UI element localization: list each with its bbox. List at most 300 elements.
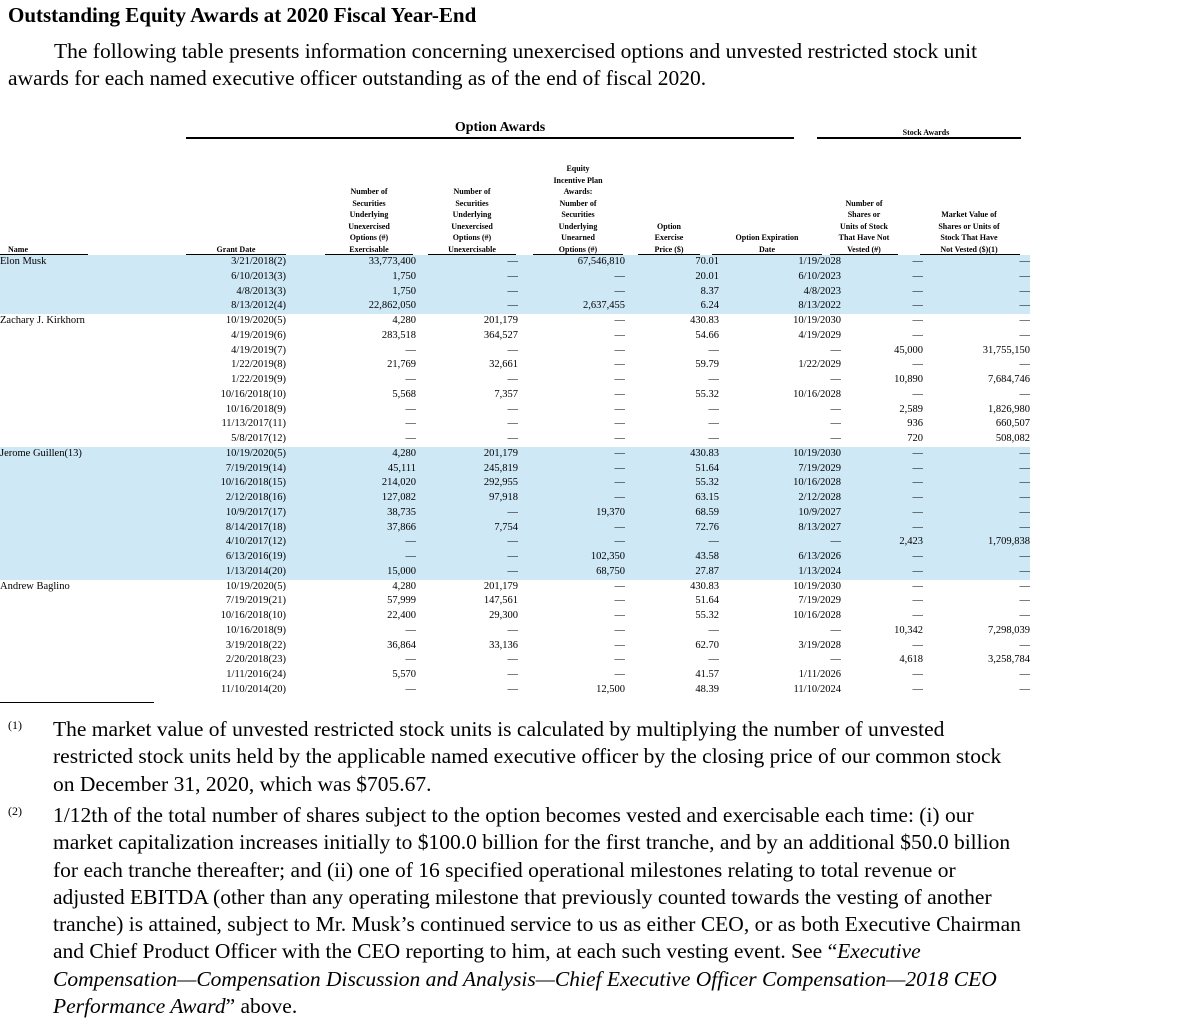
exercise-price-value: 8.37 xyxy=(625,285,719,300)
shares-not-vested-value: 45,000 xyxy=(894,344,923,356)
unexercisable-value: 201,179 xyxy=(483,315,518,326)
row-name xyxy=(0,491,186,506)
row-name: Elon Musk xyxy=(0,255,186,270)
exercisable-value: 5,570 xyxy=(392,669,416,680)
market-value-value: 1,826,980 xyxy=(988,403,1030,415)
footnote-text-lead: 1/12th of the total number of shares subject to the option becomes vested and exercisable each time: (i) our market capitalization increases initially to $100.0 billion for the first tranche, and by an additional $50.0 billion for each tranche thereafter; and (ii) one of 16 specified operational milestones relating to total revenue or adjusted EBITDA (other than any operating milestone that previously counted towards the vesting of another tranche) is attained, subject to Mr. Musk’s continued service to us as either CEO, or as both Executive Chairman and Chief Product Officer with the CEO reporting to him, at each such vesting event. See “ xyxy=(53,803,1021,964)
col-header-equity-incentive: Equity Incentive Plan Awards: Number of Securities Underlying Unearned Options (#) xyxy=(553,164,603,254)
grant-date: 5/8/2017(12) xyxy=(231,433,286,444)
shares-not-vested-value: — xyxy=(841,255,923,270)
grant-date: 10/16/2018(10) xyxy=(220,388,286,400)
equity-incentive-value: 68,750 xyxy=(518,565,625,580)
market-value-value: 1,709,838 xyxy=(923,535,1030,550)
market-value-value: — xyxy=(923,506,1030,521)
equity-incentive-value: 102,350 xyxy=(518,550,625,565)
grant-date: 6/13/2016(19) xyxy=(186,550,286,565)
unexercisable-value: — xyxy=(416,285,518,300)
table-row xyxy=(0,432,1030,447)
exercisable-value: 283,518 xyxy=(381,329,416,341)
expiration-date-value: 1/11/2026 xyxy=(798,669,841,680)
exercise-price-value: 27.87 xyxy=(625,565,719,580)
shares-not-vested-value: — xyxy=(841,285,923,300)
expiration-date-value: 7/19/2029 xyxy=(719,462,841,477)
unexercisable-value: 147,561 xyxy=(483,595,518,607)
row-name xyxy=(0,535,186,550)
table-row xyxy=(0,285,1030,300)
exercise-price-value: — xyxy=(708,624,719,636)
grant-date: 11/10/2014(20) xyxy=(221,683,286,695)
exercisable-value: 127,082 xyxy=(286,491,416,506)
table-row xyxy=(0,639,1030,654)
grant-date: 2/12/2018(16) xyxy=(186,491,286,506)
grant-date: 10/16/2018(9) xyxy=(225,403,286,415)
expiration-date-value: 10/9/2027 xyxy=(719,506,841,521)
table-row xyxy=(0,476,1030,491)
expiration-date-value: 10/16/2028 xyxy=(793,388,841,400)
grant-date: 3/21/2018(2) xyxy=(186,255,286,270)
row-name xyxy=(0,388,186,403)
footnote-text-italic: Executive Compensation—Compensation Discussion and Analysis—Chief Executive Officer Compensation—2018 CEO Performance Award xyxy=(53,939,997,1019)
table-row xyxy=(0,506,1030,521)
col-header-shares-not-vested: Number of Shares or Units of Stock That Have Not Vested (#) xyxy=(838,198,890,254)
market-value-value: — xyxy=(923,521,1030,536)
grant-date: 3/19/2018(22) xyxy=(225,639,286,651)
grant-date: 11/13/2017(11) xyxy=(221,418,286,430)
equity-incentive-value: — xyxy=(614,624,625,636)
market-value-value: — xyxy=(1019,315,1030,326)
exercise-price-value: 48.39 xyxy=(695,683,719,695)
exercisable-value: — xyxy=(286,535,416,550)
equity-incentive-value: — xyxy=(614,359,625,371)
market-value-value: 31,755,150 xyxy=(982,344,1030,356)
exercise-price-value: 430.83 xyxy=(625,447,719,462)
grant-date: 4/10/2017(12) xyxy=(186,535,286,550)
expiration-date-value: 8/13/2027 xyxy=(719,521,841,536)
stock-awards-group-header: Stock Awards xyxy=(902,128,950,137)
table-row xyxy=(0,447,1030,462)
table-row xyxy=(0,653,1030,668)
exercise-price-value: 55.32 xyxy=(625,476,719,491)
expiration-date-value: 1/22/2029 xyxy=(798,359,841,371)
table-row xyxy=(0,417,1030,432)
unexercisable-value: 364,527 xyxy=(483,329,518,341)
exercise-price-value: 72.76 xyxy=(625,521,719,536)
shares-not-vested-value: — xyxy=(841,462,923,477)
equity-incentive-value: 2,637,455 xyxy=(518,299,625,314)
unexercisable-value: — xyxy=(416,255,518,270)
unexercisable-value: — xyxy=(507,403,518,415)
shares-not-vested-value: — xyxy=(841,506,923,521)
market-value-value: 7,684,746 xyxy=(988,374,1030,385)
unexercisable-value: — xyxy=(507,683,518,695)
col-header-expiration-date: Option Expiration Date xyxy=(735,233,799,254)
equity-incentive-value: — xyxy=(518,476,625,491)
footnote-separator xyxy=(0,702,154,703)
shares-not-vested-value: — xyxy=(841,299,923,314)
expiration-date-value: 10/16/2028 xyxy=(719,476,841,491)
equity-incentive-value: — xyxy=(518,285,625,300)
footnote-marker: (1) xyxy=(8,718,22,732)
market-value-value: — xyxy=(923,299,1030,314)
row-name xyxy=(0,521,186,536)
exercisable-value: — xyxy=(405,654,416,666)
outstanding-equity-awards-table xyxy=(0,255,1030,698)
unexercisable-value: — xyxy=(507,344,518,356)
equity-incentive-value: — xyxy=(614,610,625,621)
table-row xyxy=(0,255,1030,270)
market-value-value: — xyxy=(923,565,1030,580)
exercise-price-value: — xyxy=(708,418,719,430)
shares-not-vested-value: — xyxy=(912,580,923,592)
unexercisable-value: — xyxy=(507,654,518,666)
shares-not-vested-value: — xyxy=(841,565,923,580)
expiration-date-value: 4/8/2023 xyxy=(719,285,841,300)
unexercisable-value: — xyxy=(416,565,518,580)
equity-incentive-value: — xyxy=(614,580,625,592)
col-header-exercisable: Number of Securities Underlying Unexercised Options (#) Exercisable xyxy=(348,187,390,254)
unexercisable-value: — xyxy=(507,374,518,385)
exercise-price-value: 55.32 xyxy=(695,610,719,621)
row-name xyxy=(0,358,186,373)
table-row xyxy=(0,594,1030,609)
col-header-grant-date: Grant Date xyxy=(216,245,256,254)
equity-incentive-value: — xyxy=(614,329,625,341)
grant-date: 1/22/2019(9) xyxy=(231,374,286,385)
shares-not-vested-value: 10,890 xyxy=(894,374,923,385)
expiration-date-value: — xyxy=(830,624,841,636)
expiration-date-value: 11/10/2024 xyxy=(793,683,841,695)
exercisable-value: 37,866 xyxy=(286,521,416,536)
row-name xyxy=(0,683,186,698)
exercise-price-value: 51.64 xyxy=(625,462,719,477)
expiration-date-value: — xyxy=(830,344,841,356)
equity-incentive-value: — xyxy=(614,315,625,326)
unexercisable-value: 29,300 xyxy=(489,610,518,621)
shares-not-vested-value: — xyxy=(912,329,923,341)
unexercisable-value: 33,136 xyxy=(489,639,518,651)
unexercisable-value: — xyxy=(507,418,518,430)
exercise-price-value: 59.79 xyxy=(695,359,719,371)
footnote-text xyxy=(53,802,1028,1020)
exercisable-value: — xyxy=(405,418,416,430)
grant-date: 4/19/2019(7) xyxy=(231,344,286,356)
grant-date: 1/13/2014(20) xyxy=(186,565,286,580)
equity-incentive-value: — xyxy=(518,270,625,285)
row-name xyxy=(0,550,186,565)
exercisable-value: 45,111 xyxy=(286,462,416,477)
market-value-value: — xyxy=(1019,595,1030,607)
exercisable-value: 57,999 xyxy=(387,595,416,607)
market-value-value: 660,507 xyxy=(995,418,1030,430)
table-row xyxy=(0,668,1030,683)
exercisable-value: 33,773,400 xyxy=(286,255,416,270)
grant-date: 4/8/2013(3) xyxy=(186,285,286,300)
exercisable-value: 5,568 xyxy=(392,388,416,400)
equity-incentive-value: — xyxy=(614,669,625,680)
grant-date: 6/10/2013(3) xyxy=(186,270,286,285)
unexercisable-value: 7,357 xyxy=(494,388,518,400)
row-name xyxy=(0,285,186,300)
shares-not-vested-value: 2,589 xyxy=(899,403,923,415)
shares-not-vested-value: — xyxy=(841,521,923,536)
equity-incentive-value: — xyxy=(614,344,625,356)
exercisable-value: 214,020 xyxy=(286,476,416,491)
equity-incentive-value: — xyxy=(614,403,625,415)
expiration-date-value: — xyxy=(830,433,841,444)
row-name xyxy=(0,344,186,359)
expiration-date-value: 3/19/2028 xyxy=(798,639,841,651)
shares-not-vested-value: — xyxy=(912,610,923,621)
table-row xyxy=(0,358,1030,373)
footnote-text-tail: ” above. xyxy=(225,994,298,1019)
market-value-value: — xyxy=(1019,580,1030,592)
shares-not-vested-value: — xyxy=(912,315,923,326)
table-row xyxy=(0,609,1030,624)
market-value-value: — xyxy=(923,462,1030,477)
expiration-date-value: 10/19/2030 xyxy=(793,315,841,326)
exercise-price-value: — xyxy=(708,344,719,356)
unexercisable-value: 201,179 xyxy=(416,447,518,462)
grant-date: 10/16/2018(10) xyxy=(220,610,286,621)
equity-incentive-value: 19,370 xyxy=(518,506,625,521)
expiration-date-value: — xyxy=(830,654,841,666)
shares-not-vested-value: — xyxy=(841,447,923,462)
table-row xyxy=(0,521,1030,536)
exercise-price-value: 51.64 xyxy=(695,595,719,607)
exercisable-value: 4,280 xyxy=(392,315,416,326)
equity-incentive-value: — xyxy=(614,639,625,651)
unexercisable-value: — xyxy=(507,624,518,636)
exercise-price-value: 430.83 xyxy=(690,315,719,326)
exercisable-value: 1,750 xyxy=(286,285,416,300)
table-row xyxy=(0,550,1030,565)
table-row xyxy=(0,580,1030,595)
expiration-date-value: 10/19/2030 xyxy=(719,447,841,462)
table-row xyxy=(0,683,1030,698)
exercisable-value: — xyxy=(405,344,416,356)
equity-incentive-value: — xyxy=(518,535,625,550)
exercisable-value: 22,862,050 xyxy=(286,299,416,314)
expiration-date-value: 4/19/2029 xyxy=(798,329,841,341)
table-row xyxy=(0,491,1030,506)
row-name xyxy=(0,594,186,609)
col-header-unexercisable: Number of Securities Underlying Unexercised Options (#) Unexercisable xyxy=(448,187,496,254)
row-name xyxy=(0,432,186,447)
market-value-value: — xyxy=(923,255,1030,270)
exercise-price-value: 54.66 xyxy=(695,329,719,341)
shares-not-vested-value: — xyxy=(841,491,923,506)
grant-date: 10/9/2017(17) xyxy=(186,506,286,521)
row-name xyxy=(0,506,186,521)
unexercisable-value: 32,661 xyxy=(489,359,518,371)
grant-date: 8/13/2012(4) xyxy=(186,299,286,314)
exercisable-value: 36,864 xyxy=(387,639,416,651)
expiration-date-value: 10/19/2030 xyxy=(793,580,841,592)
unexercisable-value: 292,955 xyxy=(416,476,518,491)
row-name xyxy=(0,373,186,388)
equity-incentive-value: 67,546,810 xyxy=(518,255,625,270)
exercise-price-value: 70.01 xyxy=(625,255,719,270)
footnote-marker: (2) xyxy=(8,804,22,818)
table-row xyxy=(0,462,1030,477)
equity-incentive-value: — xyxy=(614,433,625,444)
exercise-price-value: — xyxy=(708,654,719,666)
shares-not-vested-value: — xyxy=(912,683,923,695)
col-header-name: Name xyxy=(8,245,28,254)
table-row xyxy=(0,299,1030,314)
table-row xyxy=(0,329,1030,344)
equity-incentive-value: — xyxy=(614,388,625,400)
expiration-date-value: 10/16/2028 xyxy=(793,610,841,621)
market-value-value: — xyxy=(923,476,1030,491)
market-value-value: — xyxy=(1019,388,1030,400)
row-name xyxy=(0,624,186,639)
grant-date: 2/20/2018(23) xyxy=(225,654,286,666)
expiration-date-value: 1/19/2028 xyxy=(719,255,841,270)
option-awards-group-header: Option Awards xyxy=(454,120,546,135)
row-name xyxy=(0,639,186,654)
expiration-date-value: 6/10/2023 xyxy=(719,270,841,285)
expiration-date-value: — xyxy=(830,403,841,415)
equity-incentive-value: — xyxy=(614,654,625,666)
shares-not-vested-value: 720 xyxy=(907,433,923,444)
row-name xyxy=(0,653,186,668)
exercisable-value: 38,735 xyxy=(286,506,416,521)
equity-incentive-value: — xyxy=(614,374,625,385)
equity-incentive-value: — xyxy=(518,462,625,477)
row-name xyxy=(0,462,186,477)
market-value-value: — xyxy=(923,447,1030,462)
exercise-price-value: — xyxy=(708,374,719,385)
equity-incentive-value: — xyxy=(518,491,625,506)
row-name xyxy=(0,609,186,624)
exercisable-value: 4,280 xyxy=(392,580,416,592)
market-value-value: — xyxy=(923,285,1030,300)
market-value-value: — xyxy=(923,270,1030,285)
table-row xyxy=(0,403,1030,418)
exercise-price-value: — xyxy=(625,535,719,550)
table-row xyxy=(0,565,1030,580)
market-value-value: — xyxy=(1019,669,1030,680)
expiration-date-value: 1/13/2024 xyxy=(719,565,841,580)
exercise-price-value: — xyxy=(708,433,719,444)
grant-date: 10/19/2020(5) xyxy=(225,580,286,592)
exercisable-value: — xyxy=(405,403,416,415)
equity-incentive-value: — xyxy=(518,521,625,536)
shares-not-vested-value: — xyxy=(841,476,923,491)
shares-not-vested-value: — xyxy=(912,669,923,680)
market-value-value: 7,298,039 xyxy=(988,624,1030,636)
col-header-market-value: Market Value of Shares or Units of Stock That Have Not Vested ($)(1) xyxy=(938,210,1000,254)
exercisable-value: 15,000 xyxy=(286,565,416,580)
unexercisable-value: 245,819 xyxy=(416,462,518,477)
row-name xyxy=(0,668,186,683)
expiration-date-value: 6/13/2026 xyxy=(719,550,841,565)
expiration-date-value: 2/12/2028 xyxy=(719,491,841,506)
unexercisable-value: — xyxy=(416,270,518,285)
section-heading: Outstanding Equity Awards at 2020 Fiscal Year-End xyxy=(8,3,477,27)
shares-not-vested-value: — xyxy=(912,639,923,651)
table-row xyxy=(0,270,1030,285)
col-header-exercise-price: Option Exercise Price ($) xyxy=(654,221,684,254)
exercise-price-value: 43.58 xyxy=(625,550,719,565)
market-value-value: — xyxy=(1019,359,1030,371)
table-row xyxy=(0,314,1030,329)
exercisable-value: — xyxy=(405,433,416,444)
row-name: Jerome Guillen(13) xyxy=(0,447,186,462)
market-value-value: — xyxy=(1019,329,1030,341)
shares-not-vested-value: 2,423 xyxy=(841,535,923,550)
exercisable-value: — xyxy=(286,550,416,565)
stock-awards-rule xyxy=(817,137,1021,139)
table-row xyxy=(0,535,1030,550)
exercise-price-value: 6.24 xyxy=(625,299,719,314)
shares-not-vested-value: 4,618 xyxy=(899,654,923,666)
option-awards-rule xyxy=(186,137,794,139)
market-value-value: — xyxy=(923,491,1030,506)
shares-not-vested-value: 936 xyxy=(907,418,923,430)
table-row xyxy=(0,624,1030,639)
exercise-price-value: — xyxy=(708,403,719,415)
shares-not-vested-value: — xyxy=(841,270,923,285)
market-value-value: — xyxy=(923,550,1030,565)
grant-date: 1/11/2016(24) xyxy=(226,669,286,680)
exercise-price-value: 55.32 xyxy=(695,388,719,400)
row-name xyxy=(0,565,186,580)
shares-not-vested-value: 10,342 xyxy=(894,624,923,636)
exercise-price-value: 430.83 xyxy=(690,580,719,592)
grant-date: 4/19/2019(6) xyxy=(231,329,286,341)
grant-date: 1/22/2019(8) xyxy=(231,359,286,371)
market-value-value: 508,082 xyxy=(995,433,1030,444)
exercise-price-value: 41.57 xyxy=(695,669,719,680)
exercise-price-value: 63.15 xyxy=(625,491,719,506)
equity-incentive-value: — xyxy=(518,447,625,462)
row-name xyxy=(0,403,186,418)
expiration-date-value: — xyxy=(830,374,841,385)
row-name xyxy=(0,417,186,432)
expiration-date-value: — xyxy=(719,535,841,550)
unexercisable-value: — xyxy=(507,433,518,444)
market-value-value: — xyxy=(1019,639,1030,651)
row-name xyxy=(0,270,186,285)
intro-paragraph: The following table presents information concerning unexercised options and unvested restricted stock unit awards for each named executive officer outstanding as of the end of fiscal 2020. xyxy=(8,39,978,90)
expiration-date-value: — xyxy=(830,418,841,430)
unexercisable-value: — xyxy=(416,506,518,521)
exercisable-value: — xyxy=(405,624,416,636)
exercisable-value: 1,750 xyxy=(286,270,416,285)
market-value-value: 3,258,784 xyxy=(988,654,1030,666)
unexercisable-value: — xyxy=(416,535,518,550)
grant-date: 7/19/2019(14) xyxy=(186,462,286,477)
unexercisable-value: 97,918 xyxy=(416,491,518,506)
market-value-value: — xyxy=(1019,683,1030,695)
unexercisable-value: — xyxy=(416,550,518,565)
shares-not-vested-value: — xyxy=(912,595,923,607)
exercisable-value: — xyxy=(405,374,416,385)
expiration-date-value: 8/13/2022 xyxy=(719,299,841,314)
grant-date: 10/16/2018(9) xyxy=(225,624,286,636)
shares-not-vested-value: — xyxy=(912,359,923,371)
row-name xyxy=(0,476,186,491)
equity-incentive-value: — xyxy=(614,595,625,607)
table-row xyxy=(0,344,1030,359)
grant-date: 10/16/2018(15) xyxy=(186,476,286,491)
exercise-price-value: 20.01 xyxy=(625,270,719,285)
table-row xyxy=(0,373,1030,388)
grant-date: 8/14/2017(18) xyxy=(186,521,286,536)
unexercisable-value: — xyxy=(507,669,518,680)
